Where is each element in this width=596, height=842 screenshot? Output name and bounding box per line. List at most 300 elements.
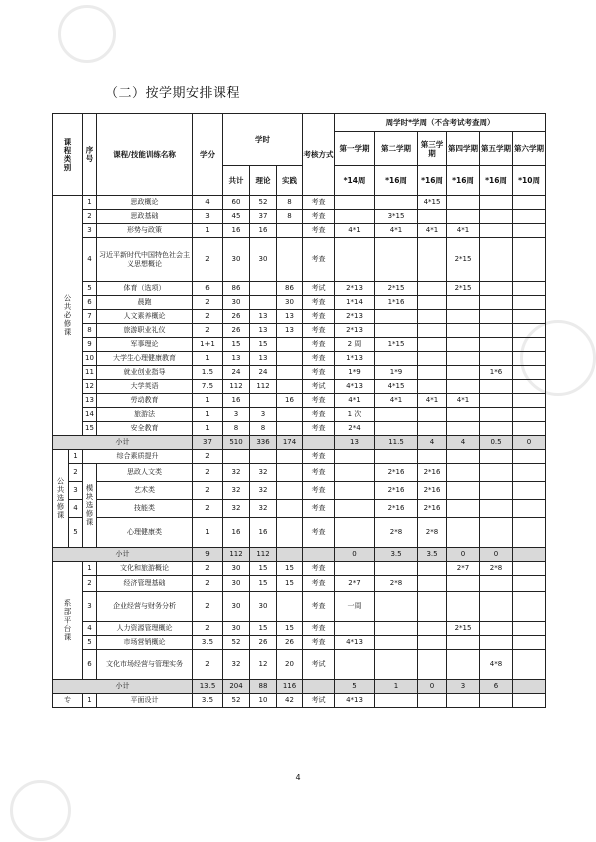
- course-name: 思政人文类: [97, 464, 193, 482]
- semester-1-hours: 1*13: [335, 352, 375, 366]
- semester-6-hours: [513, 296, 546, 310]
- semester-3-hours: [418, 408, 447, 422]
- course-assessment: 考查: [303, 562, 335, 576]
- semester-1-hours: [335, 562, 375, 576]
- table-row: [53, 224, 546, 238]
- semester-5-hours: 2*8: [480, 562, 513, 576]
- header-semester-5: 第五学期: [480, 132, 513, 166]
- header-course-category: 课程类别: [53, 114, 83, 196]
- course-hours-total: 86: [223, 282, 250, 296]
- course-name: 大学生心理健康教育: [97, 352, 193, 366]
- semester-4-hours: [447, 636, 480, 650]
- course-seq: 9: [83, 338, 97, 352]
- course-name: 市场营销概论: [97, 636, 193, 650]
- semester-3-hours: [418, 296, 447, 310]
- semester-5-hours: [480, 352, 513, 366]
- header-weeks-5: *16周: [480, 166, 513, 196]
- course-credit: 1: [193, 422, 223, 436]
- semester-6-hours: [513, 592, 546, 622]
- course-seq: 7: [83, 310, 97, 324]
- semester-5-hours: [480, 622, 513, 636]
- course-seq: 15: [83, 422, 97, 436]
- course-hours-total: 24: [223, 366, 250, 380]
- semester-2-hours: 2*8: [375, 576, 418, 592]
- semester-1-hours: 4*13: [335, 380, 375, 394]
- semester-3-hours: [418, 380, 447, 394]
- course-hours-theory: 52: [250, 196, 277, 210]
- course-hours-total: 60: [223, 196, 250, 210]
- course-hours-theory: [250, 450, 277, 464]
- semester-4-hours: 2*15: [447, 238, 480, 282]
- course-credit: 2: [193, 464, 223, 482]
- course-seq: 6: [83, 650, 97, 680]
- course-name: 安全教育: [97, 422, 193, 436]
- course-hours-theory: 8: [250, 422, 277, 436]
- subtotal-semester-4: 0: [447, 548, 480, 562]
- semester-2-hours: [375, 636, 418, 650]
- subtotal-semester-5: 0.5: [480, 436, 513, 450]
- table-row: [53, 310, 546, 324]
- semester-3-hours: 2*8: [418, 518, 447, 548]
- course-hours-total: 16: [223, 394, 250, 408]
- semester-2-hours: [375, 324, 418, 338]
- semester-1-hours: 2*13: [335, 310, 375, 324]
- semester-6-hours: [513, 394, 546, 408]
- course-seq: 8: [83, 324, 97, 338]
- header-weeks-2: *16周: [375, 166, 418, 196]
- table-row: [53, 450, 546, 464]
- semester-1-hours: 4*1: [335, 394, 375, 408]
- subtotal-semester-3: 3.5: [418, 548, 447, 562]
- semester-4-hours: [447, 352, 480, 366]
- subtotal-assessment: [303, 436, 335, 450]
- table-row: [53, 324, 546, 338]
- subtotal-assessment: [303, 680, 335, 694]
- table-row: [53, 636, 546, 650]
- semester-5-hours: [480, 592, 513, 622]
- semester-2-hours: 4*15: [375, 380, 418, 394]
- semester-6-hours: [513, 518, 546, 548]
- course-seq: 10: [83, 352, 97, 366]
- course-name: 旅游法: [97, 408, 193, 422]
- semester-5-hours: [480, 224, 513, 238]
- semester-2-hours: 2*8: [375, 518, 418, 548]
- course-hours-practice: [277, 238, 303, 282]
- course-assessment: 考查: [303, 196, 335, 210]
- semester-2-hours: 2*16: [375, 500, 418, 518]
- course-credit: 2: [193, 650, 223, 680]
- semester-2-hours: 1*9: [375, 366, 418, 380]
- semester-5-hours: [480, 450, 513, 464]
- subtotal-credit: 13.5: [193, 680, 223, 694]
- header-seq: 序号: [83, 114, 97, 196]
- course-hours-total: 8: [223, 422, 250, 436]
- table-row: [53, 282, 546, 296]
- semester-2-hours: 4*1: [375, 394, 418, 408]
- semester-3-hours: [418, 576, 447, 592]
- course-hours-practice: [277, 482, 303, 500]
- course-hours-practice: [277, 408, 303, 422]
- subtotal-semester-2: 3.5: [375, 548, 418, 562]
- semester-4-hours: [447, 576, 480, 592]
- course-credit: 2: [193, 238, 223, 282]
- course-name: 习近平新时代中国特色社会主义思想概论: [97, 238, 193, 282]
- course-hours-theory: 15: [250, 576, 277, 592]
- course-seq: 5: [83, 282, 97, 296]
- semester-1-hours: 2 周: [335, 338, 375, 352]
- header-weeks-3: *16周: [418, 166, 447, 196]
- semester-4-hours: [447, 482, 480, 500]
- course-seq: 1: [83, 562, 97, 576]
- subtotal-label: 小计: [53, 548, 193, 562]
- course-seq: 3: [83, 592, 97, 622]
- course-hours-practice: 15: [277, 562, 303, 576]
- course-assessment: 考查: [303, 622, 335, 636]
- course-hours-practice: [277, 518, 303, 548]
- course-seq: 3: [83, 224, 97, 238]
- course-hours-total: 13: [223, 352, 250, 366]
- course-hours-practice: 15: [277, 576, 303, 592]
- semester-4-hours: [447, 408, 480, 422]
- semester-1-hours: [335, 196, 375, 210]
- course-hours-practice: 16: [277, 394, 303, 408]
- course-seq: 6: [83, 296, 97, 310]
- course-hours-practice: [277, 592, 303, 622]
- semester-6-hours: [513, 450, 546, 464]
- course-hours-total: 52: [223, 694, 250, 708]
- course-hours-total: 32: [223, 500, 250, 518]
- semester-6-hours: [513, 422, 546, 436]
- course-hours-theory: [250, 296, 277, 310]
- group-public-elective: 公共选修课: [53, 450, 69, 548]
- subtotal-semester-1: 0: [335, 548, 375, 562]
- subtotal-semester-5: 0: [480, 548, 513, 562]
- course-hours-practice: [277, 366, 303, 380]
- subtotal-hours-total: 112: [223, 548, 250, 562]
- semester-2-hours: 3*15: [375, 210, 418, 224]
- semester-4-hours: 4*1: [447, 394, 480, 408]
- header-hours-practice: 实践: [277, 166, 303, 196]
- semester-6-hours: [513, 694, 546, 708]
- course-seq: 1: [69, 450, 83, 464]
- course-hours-total: 16: [223, 224, 250, 238]
- course-hours-total: 30: [223, 576, 250, 592]
- semester-1-hours: [335, 622, 375, 636]
- semester-5-hours: [480, 394, 513, 408]
- course-hours-total: 112: [223, 380, 250, 394]
- course-credit: 3.5: [193, 636, 223, 650]
- course-hours-total: 30: [223, 296, 250, 310]
- semester-6-hours: [513, 338, 546, 352]
- course-credit: 1: [193, 408, 223, 422]
- course-hours-total: 30: [223, 592, 250, 622]
- course-assessment: 考查: [303, 592, 335, 622]
- semester-4-hours: [447, 422, 480, 436]
- semester-6-hours: [513, 562, 546, 576]
- semester-3-hours: [418, 338, 447, 352]
- course-assessment: 考查: [303, 500, 335, 518]
- course-name: 心理健康类: [97, 518, 193, 548]
- header-semester-6: 第六学期: [513, 132, 546, 166]
- course-name: 技能类: [97, 500, 193, 518]
- semester-1-hours: 1*9: [335, 366, 375, 380]
- table-row: [53, 562, 546, 576]
- course-hours-theory: 32: [250, 500, 277, 518]
- course-hours-practice: 13: [277, 310, 303, 324]
- semester-4-hours: [447, 380, 480, 394]
- course-assessment: 考查: [303, 422, 335, 436]
- header-semester-3: 第三学期: [418, 132, 447, 166]
- semester-3-hours: 4*15: [418, 196, 447, 210]
- semester-2-hours: 2*15: [375, 282, 418, 296]
- table-row: [53, 464, 546, 482]
- semester-3-hours: [418, 636, 447, 650]
- semester-3-hours: [418, 562, 447, 576]
- course-assessment: 考查: [303, 338, 335, 352]
- course-name: 思政基础: [97, 210, 193, 224]
- course-hours-theory: 30: [250, 238, 277, 282]
- course-seq: 14: [83, 408, 97, 422]
- course-hours-theory: 13: [250, 324, 277, 338]
- semester-5-hours: [480, 518, 513, 548]
- subtotal-semester-4: 3: [447, 680, 480, 694]
- course-credit: 6: [193, 282, 223, 296]
- course-assessment: 考查: [303, 296, 335, 310]
- semester-5-hours: [480, 576, 513, 592]
- semester-6-hours: [513, 282, 546, 296]
- course-hours-practice: 26: [277, 636, 303, 650]
- course-credit: 1+1: [193, 338, 223, 352]
- course-credit: 2: [193, 500, 223, 518]
- header-semester-2: 第二学期: [375, 132, 418, 166]
- course-hours-practice: [277, 500, 303, 518]
- semester-4-hours: [447, 210, 480, 224]
- table-row: [53, 482, 546, 500]
- table-row: [53, 650, 546, 680]
- course-hours-total: 3: [223, 408, 250, 422]
- semester-3-hours: 4*1: [418, 394, 447, 408]
- semester-3-hours: [418, 310, 447, 324]
- course-seq: 5: [69, 518, 83, 548]
- course-credit: 1.5: [193, 366, 223, 380]
- course-hours-practice: 8: [277, 196, 303, 210]
- semester-6-hours: [513, 324, 546, 338]
- semester-5-hours: [480, 210, 513, 224]
- course-name: 经济管理基础: [97, 576, 193, 592]
- table-row: [53, 622, 546, 636]
- semester-6-hours: [513, 650, 546, 680]
- semester-2-hours: [375, 592, 418, 622]
- semester-2-hours: [375, 450, 418, 464]
- table-row: [53, 408, 546, 422]
- semester-2-hours: 4*1: [375, 224, 418, 238]
- semester-2-hours: [375, 650, 418, 680]
- semester-4-hours: [447, 500, 480, 518]
- semester-3-hours: [418, 324, 447, 338]
- course-seq: 4: [69, 500, 83, 518]
- course-hours-practice: 20: [277, 650, 303, 680]
- semester-5-hours: [480, 238, 513, 282]
- course-assessment: 考查: [303, 576, 335, 592]
- course-name: 艺术类: [97, 482, 193, 500]
- course-hours-theory: 24: [250, 366, 277, 380]
- header-hours: 学时: [223, 114, 303, 166]
- course-hours-total: 30: [223, 562, 250, 576]
- course-hours-practice: 8: [277, 210, 303, 224]
- course-credit: 2: [193, 576, 223, 592]
- subtotal-label: 小计: [53, 680, 193, 694]
- course-assessment: 考查: [303, 324, 335, 338]
- table-row: [53, 366, 546, 380]
- subtotal-hours-theory: 88: [250, 680, 277, 694]
- course-credit: 2: [193, 482, 223, 500]
- course-assessment: 考查: [303, 464, 335, 482]
- course-hours-total: 30: [223, 622, 250, 636]
- course-hours-total: 52: [223, 636, 250, 650]
- course-credit: 2: [193, 562, 223, 576]
- course-name: 形势与政策: [97, 224, 193, 238]
- course-hours-practice: [277, 422, 303, 436]
- subtotal-hours-theory: 336: [250, 436, 277, 450]
- semester-1-hours: [335, 238, 375, 282]
- header-hours-total: 共计: [223, 166, 250, 196]
- course-hours-theory: 12: [250, 650, 277, 680]
- course-hours-practice: [277, 380, 303, 394]
- table-row: [53, 380, 546, 394]
- semester-3-hours: 4*1: [418, 224, 447, 238]
- header-hours-theory: 理论: [250, 166, 277, 196]
- course-name: 文化和旅游概论: [97, 562, 193, 576]
- group-public-required: 公共必修课: [53, 196, 83, 436]
- semester-2-hours: [375, 310, 418, 324]
- semester-5-hours: [480, 422, 513, 436]
- course-seq: 4: [83, 622, 97, 636]
- semester-4-hours: 2*15: [447, 622, 480, 636]
- semester-5-hours: [480, 338, 513, 352]
- course-assessment: 考试: [303, 650, 335, 680]
- table-row: [53, 338, 546, 352]
- semester-3-hours: 2*16: [418, 464, 447, 482]
- course-assessment: 考查: [303, 394, 335, 408]
- course-name: 劳动教育: [97, 394, 193, 408]
- course-hours-total: 26: [223, 310, 250, 324]
- header-semester-1: 第一学期: [335, 132, 375, 166]
- course-hours-theory: 10: [250, 694, 277, 708]
- subtotal-semester-2: 1: [375, 680, 418, 694]
- course-hours-total: 26: [223, 324, 250, 338]
- semester-6-hours: [513, 310, 546, 324]
- semester-4-hours: [447, 324, 480, 338]
- semester-1-hours: 1 次: [335, 408, 375, 422]
- course-credit: 2: [193, 450, 223, 464]
- subtotal-semester-2: 11.5: [375, 436, 418, 450]
- course-credit: 1: [193, 394, 223, 408]
- header-course-name: 课程/技能训练名称: [97, 114, 193, 196]
- semester-6-hours: [513, 408, 546, 422]
- semester-3-hours: [418, 622, 447, 636]
- semester-4-hours: [447, 518, 480, 548]
- semester-1-hours: 4*13: [335, 636, 375, 650]
- semester-6-hours: [513, 352, 546, 366]
- course-name: 旅游职业礼仪: [97, 324, 193, 338]
- course-hours-theory: 15: [250, 562, 277, 576]
- course-seq: 4: [83, 238, 97, 282]
- course-hours-practice: 13: [277, 324, 303, 338]
- table-row: [53, 210, 546, 224]
- course-hours-total: 16: [223, 518, 250, 548]
- course-hours-total: [223, 450, 250, 464]
- course-credit: 2: [193, 296, 223, 310]
- course-seq: 1: [83, 196, 97, 210]
- semester-2-hours: 1*15: [375, 338, 418, 352]
- course-credit: 2: [193, 592, 223, 622]
- course-seq: 1: [83, 694, 97, 708]
- course-hours-theory: 13: [250, 352, 277, 366]
- course-credit: 2: [193, 622, 223, 636]
- course-assessment: 考查: [303, 636, 335, 650]
- semester-2-hours: [375, 196, 418, 210]
- course-assessment: 考试: [303, 282, 335, 296]
- course-credit: 4: [193, 196, 223, 210]
- subtotal-hours-theory: 112: [250, 548, 277, 562]
- semester-2-hours: 2*16: [375, 482, 418, 500]
- course-hours-theory: 15: [250, 338, 277, 352]
- course-hours-theory: [250, 282, 277, 296]
- semester-2-hours: [375, 562, 418, 576]
- semester-3-hours: [418, 366, 447, 380]
- header-credit: 学分: [193, 114, 223, 196]
- course-name: 文化市场经营与管理实务: [97, 650, 193, 680]
- semester-6-hours: [513, 464, 546, 482]
- table-row: [53, 500, 546, 518]
- semester-6-hours: [513, 500, 546, 518]
- course-credit: 1: [193, 352, 223, 366]
- course-assessment: 考查: [303, 408, 335, 422]
- course-credit: 2: [193, 310, 223, 324]
- subtotal-semester-4: 4: [447, 436, 480, 450]
- semester-3-hours: [418, 352, 447, 366]
- course-hours-theory: 15: [250, 622, 277, 636]
- course-schedule-table: [52, 113, 546, 708]
- semester-5-hours: [480, 296, 513, 310]
- semester-4-hours: [447, 450, 480, 464]
- course-assessment: 考查: [303, 518, 335, 548]
- table-row: [53, 592, 546, 622]
- course-name: 就业创业指导: [97, 366, 193, 380]
- table-row: [53, 576, 546, 592]
- subtotal-semester-6: 0: [513, 436, 546, 450]
- semester-4-hours: [447, 296, 480, 310]
- semester-6-hours: [513, 380, 546, 394]
- course-name: 人力资源管理概论: [97, 622, 193, 636]
- course-seq: 3: [69, 482, 83, 500]
- course-seq: 2: [69, 464, 83, 482]
- semester-1-hours: 一周: [335, 592, 375, 622]
- course-hours-theory: 112: [250, 380, 277, 394]
- semester-2-hours: [375, 694, 418, 708]
- course-hours-practice: [277, 338, 303, 352]
- table-row: [53, 296, 546, 310]
- table-row: [53, 518, 546, 548]
- course-hours-theory: 3: [250, 408, 277, 422]
- semester-3-hours: 2*16: [418, 482, 447, 500]
- course-hours-theory: 16: [250, 518, 277, 548]
- subtotal-semester-3: 4: [418, 436, 447, 450]
- semester-1-hours: 2*13: [335, 324, 375, 338]
- course-credit: 3.5: [193, 694, 223, 708]
- table-row: [53, 352, 546, 366]
- course-hours-total: 15: [223, 338, 250, 352]
